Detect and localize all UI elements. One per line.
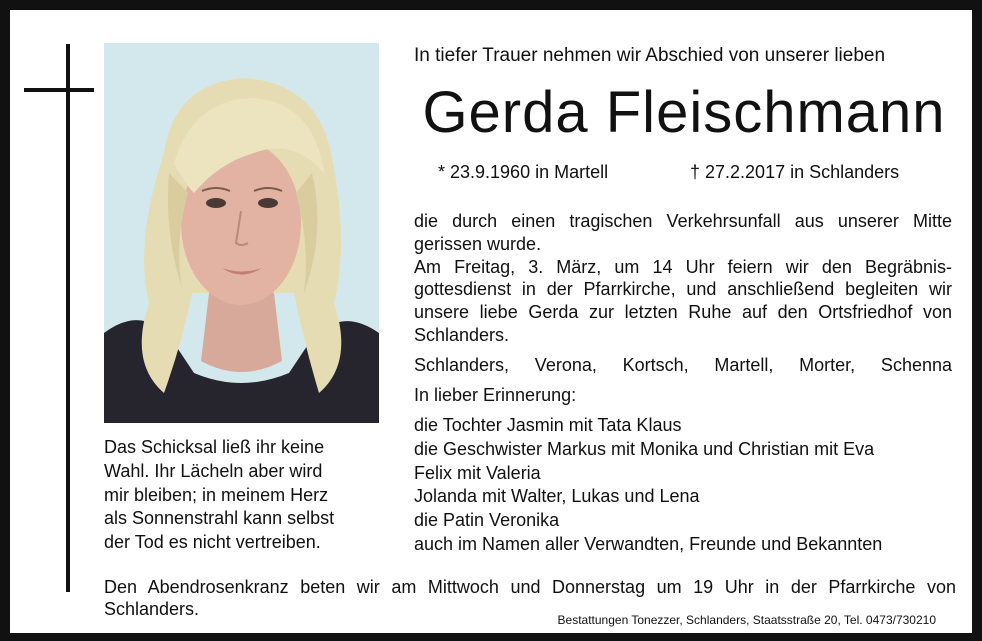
birth-date: * 23.9.1960 in Martell xyxy=(438,162,609,182)
notice-body xyxy=(414,210,952,347)
body-paragraph: die durch einen tragischen Verkehrsunfall aus unserer Mitte gerissen wurde. xyxy=(414,211,952,254)
deceased-name: Gerda Fleischmann xyxy=(422,80,946,145)
quote-line: Wahl. Ihr Lächeln aber wird xyxy=(104,460,323,481)
mourner-item: Jolanda mit Walter, Lukas und Lena xyxy=(414,486,700,507)
undertaker-info: Bestattungen Tonezzer, Schlanders, Staatsstraße 20, Tel. 0473/730210 xyxy=(557,613,936,627)
mourner-item: die Tochter Jasmin mit Tata Klaus xyxy=(414,415,682,435)
cross-icon xyxy=(66,44,70,592)
cross-icon-bar xyxy=(24,88,94,92)
places-list: Schlanders, Verona, Kortsch, Martell, Morter, Schenna xyxy=(414,355,952,375)
death-date: † 27.2.2017 in Schlanders xyxy=(690,162,900,182)
body-paragraph: Am Freitag, 3. März, um 14 Uhr feiern wir den Begräbnis-gottesdienst in der Pfarrkirche, und anschließend begleiten wir unsere liebe Gerda zur letzten Ruhe auf den Ortsfriedhof von Schlanders. xyxy=(414,256,952,345)
quote-line: der Tod es nicht vertreiben. xyxy=(104,532,321,553)
portrait-photo xyxy=(104,43,379,423)
memory-title: In lieber Erinnerung: xyxy=(414,385,577,405)
intro-text: In tiefer Trauer nehmen wir Abschied von unserer lieben xyxy=(414,45,886,66)
mourner-item: Felix mit Valeria xyxy=(414,462,541,483)
quote-line: als Sonnenstrahl kann selbst xyxy=(104,508,335,529)
quote-line: mir bleiben; in meinem Herz xyxy=(104,484,329,505)
rosary-announcement: Den Abendrosenkranz beten wir am Mittwoch und Donnerstag um 19 Uhr in der Pfarrkirche von Schlanders. xyxy=(104,577,956,619)
mourner-item: auch im Namen aller Verwandten, Freunde und Bekannten xyxy=(414,533,883,554)
mourner-item: die Patin Veronika xyxy=(414,510,560,531)
quote-line: Das Schicksal ließ ihr keine xyxy=(104,437,325,457)
mourner-item: die Geschwister Markus mit Monika und Christian mit Eva xyxy=(414,438,875,459)
memorial-quote xyxy=(104,436,374,555)
mourners-list xyxy=(414,414,954,557)
